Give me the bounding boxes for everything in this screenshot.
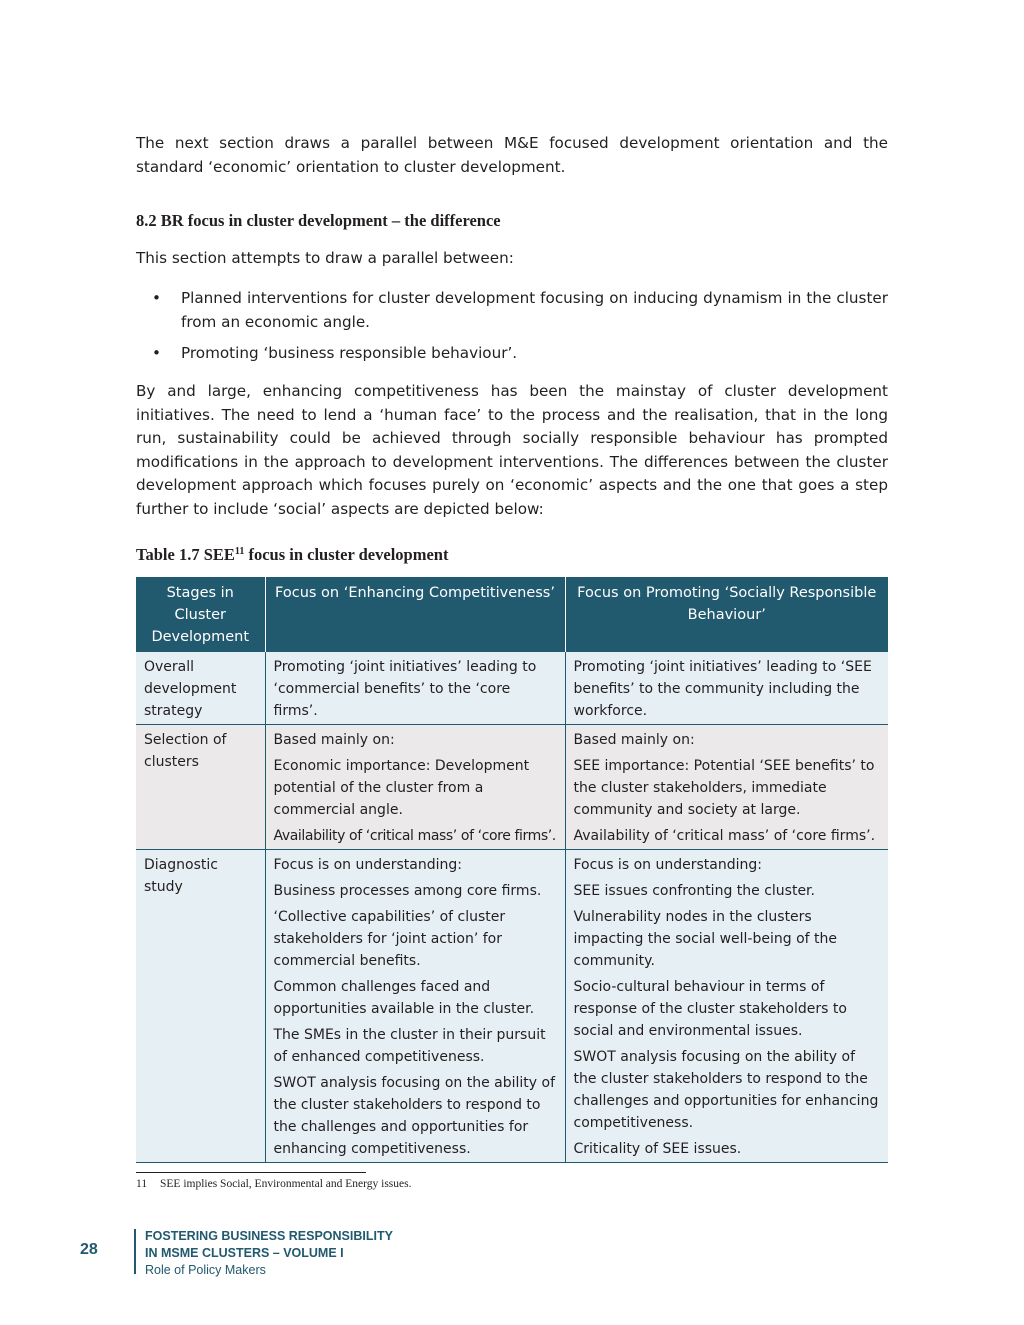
table-row (136, 725, 888, 850)
cell-text: ‘Collective capabilities’ of cluster stakeholders for ‘joint action’ for commercial benefits. (273, 909, 506, 969)
cell-text: SEE importance: Potential ‘SEE benefits’ to the cluster stakeholders, immediate community and society at large. (573, 758, 875, 818)
cell-text: Promoting ‘joint initiatives’ leading to ‘commercial benefits’ to the ‘core firms’. (273, 659, 537, 719)
running-footer (145, 1228, 393, 1279)
comparison-table (136, 577, 888, 1163)
list-item-text: Planned interventions for cluster development focusing on inducing dynamism in the cluster from an economic angle. (181, 289, 888, 331)
cell-text: Based mainly on: (573, 732, 695, 748)
footer-divider (134, 1229, 136, 1274)
cell-text: Focus is on understanding: (573, 857, 762, 873)
cell-text: Promoting ‘joint initiatives’ leading to ‘SEE benefits’ to the community including the workforce. (573, 659, 872, 719)
table-caption (136, 545, 448, 565)
list-item (136, 287, 888, 334)
footnote-divider (136, 1172, 366, 1173)
lead-in-paragraph: This section attempts to draw a parallel between: (136, 249, 514, 267)
cell-text: Business processes among core firms. (273, 883, 542, 899)
stage-cell: Diagnostic study (136, 850, 265, 1163)
bullet-icon: • (152, 344, 161, 362)
footnote-marker: 11 (234, 546, 245, 557)
table-caption-prefix: Table 1.7 SEE (136, 545, 235, 564)
list-item-text: Promoting ‘business responsible behaviour’. (181, 344, 518, 362)
bullet-list (136, 287, 888, 374)
cell-text: Availability of ‘critical mass’ of ‘core firms’. (573, 828, 876, 844)
cell-text: Criticality of SEE issues. (573, 1141, 742, 1157)
list-item (136, 342, 888, 366)
footnote-number: 11 (136, 1178, 148, 1190)
bullet-icon: • (152, 289, 161, 307)
page-number: 28 (80, 1241, 98, 1258)
cell-text: Based mainly on: (273, 732, 395, 748)
stage-cell: Overall development strategy (136, 652, 265, 725)
table-row (136, 652, 888, 725)
cell-text: SEE issues confronting the cluster. (573, 883, 815, 899)
competitiveness-cell (265, 652, 565, 725)
cell-text: Focus is on understanding: (273, 857, 462, 873)
header-responsible: Focus on Promoting ‘Socially Responsible Behaviour’ (565, 577, 888, 652)
table-caption-suffix: focus in cluster development (244, 545, 449, 564)
body-paragraph: By and large, enhancing competitiveness has been the mainstay of cluster development initiatives. The need to lend a ‘human face’ to the process and the realisation, that in the long run, sustainability could be achieved through socially responsible behaviour has prompted modifications in the approach to development interventions. The differences between the cluster development approach which focuses purely on ‘economic’ aspects and the one that goes a step further to include ‘social’ aspects are depicted below: (136, 382, 888, 518)
cell-text: SWOT analysis focusing on the ability of the cluster stakeholders to respond to the challenges and opportunities for enhancing competitiveness. (573, 1049, 879, 1131)
footer-line-2: IN MSME CLUSTERS – VOLUME I (145, 1246, 344, 1260)
cell-text: The SMEs in the cluster in their pursuit of enhanced competitiveness. (273, 1027, 546, 1065)
cell-text: SWOT analysis focusing on the ability of the cluster stakeholders to respond to the challenges and opportunities for enhancing competitiveness. (273, 1075, 556, 1157)
footnote-text: SEE implies Social, Environmental and Energy issues. (160, 1178, 412, 1190)
table-row (136, 850, 888, 1163)
header-competitiveness: Focus on ‘Enhancing Competitiveness’ (265, 577, 565, 652)
header-stages: Stages in Cluster Development (136, 577, 265, 652)
footer-line-3: Role of Policy Makers (145, 1263, 266, 1277)
cell-text: Socio-cultural behaviour in terms of response of the cluster stakeholders to social and environmental issues. (573, 979, 847, 1039)
responsible-cell (565, 850, 888, 1163)
cell-text: Economic importance: Development potential of the cluster from a commercial angle. (273, 758, 530, 818)
stage-cell: Selection of clusters (136, 725, 265, 850)
footnote (136, 1178, 411, 1190)
competitiveness-cell (265, 725, 565, 850)
competitiveness-cell (265, 850, 565, 1163)
intro-paragraph: The next section draws a parallel between M&E focused development orientation and the standard ‘economic’ orientation to cluster development. (136, 134, 888, 176)
table-header-row (136, 577, 888, 652)
footer-line-1: FOSTERING BUSINESS RESPONSIBILITY (145, 1229, 393, 1243)
cell-text: Vulnerability nodes in the clusters impacting the social well-being of the community. (573, 909, 837, 969)
responsible-cell (565, 652, 888, 725)
cell-text: Availability of ‘critical mass’ of ‘core firms’. (273, 828, 556, 844)
cell-text: Common challenges faced and opportunities available in the cluster. (273, 979, 535, 1017)
section-heading: 8.2 BR focus in cluster development – the difference (136, 211, 501, 230)
responsible-cell (565, 725, 888, 850)
